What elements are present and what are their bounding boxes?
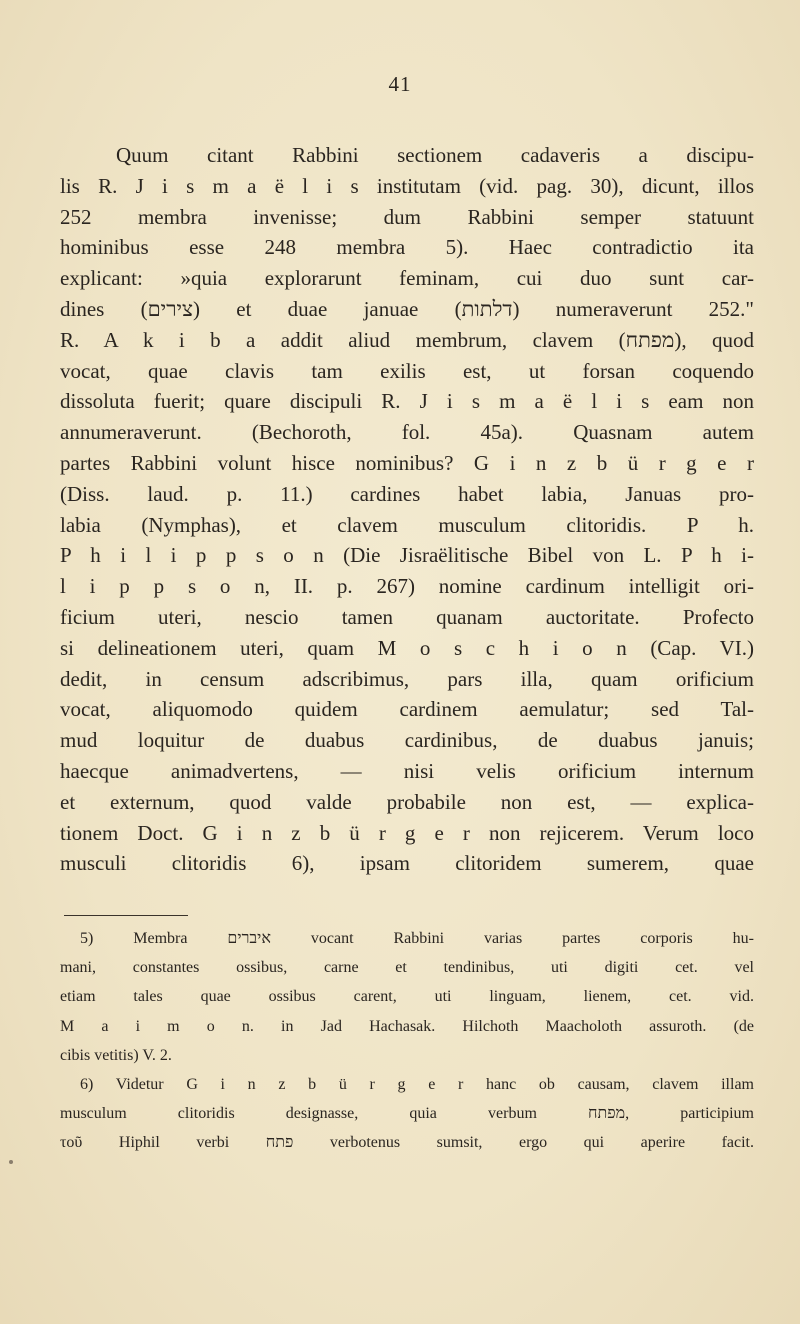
text-line: R. A k i b a addit aliud membrum, clavem (מפתח), quod bbox=[60, 327, 754, 352]
text-line: annumeraverunt. (Bechoroth, fol. 45a). Quasnam autem bbox=[60, 420, 754, 445]
text-line: vocat, quae clavis tam exilis est, ut forsan coquendo bbox=[60, 358, 754, 383]
footnote-line: 5) Membra איברים vocant Rabbini varias partes corporis hu- bbox=[80, 930, 754, 947]
text-line: tionem Doct. G i n z b ü r g e r non rejicerem. Verum loco bbox=[60, 820, 754, 845]
footnote-line: τοῦ Hiphil verbi פתח verbotenus sumsit, ergo qui aperire facit. bbox=[60, 1134, 755, 1152]
text-line: explicant: »quia explorarunt feminam, cui duo sunt car- bbox=[60, 266, 754, 291]
footnote-line: musculum clitoridis designasse, quia verbum מפתח, participium bbox=[60, 1105, 754, 1123]
footnote-divider bbox=[64, 915, 188, 916]
text-line: dissoluta fuerit; quare discipuli R. J i s m a ë l i s eam non bbox=[60, 389, 754, 414]
text-line: dines (צירים) et duae januae (דלתות) numeraverunt 252." bbox=[60, 296, 754, 321]
footnote-line: 6) Videtur G i n z b ü r g e r hanc ob causam, clavem illam bbox=[80, 1075, 754, 1093]
text-line: 252 membra invenisse; dum Rabbini semper statuunt bbox=[60, 204, 754, 229]
text-line: (Diss. laud. p. 11.) cardines habet labia, Januas pro- bbox=[60, 481, 754, 506]
text-line: musculi clitoridis 6), ipsam clitoridem sumerem, quae bbox=[60, 851, 754, 876]
page-number: 41 bbox=[388, 72, 412, 96]
footnote-line: cibis vetitis) V. 2. bbox=[60, 1046, 172, 1064]
text-line: partes Rabbini volunt hisce nominibus? G i n z b ü r g e r bbox=[60, 450, 754, 475]
text-line: mud loquitur de duabus cardinibus, de duabus januis; bbox=[60, 728, 754, 753]
text-line: l i p p s o n, II. p. 267) nomine cardinum intelligit ori- bbox=[60, 574, 754, 599]
footnote-line: etiam tales quae ossibus carent, uti linguam, lienem, cet. vid. bbox=[60, 988, 754, 1006]
text-line: et externum, quod valde probabile non est, — explica- bbox=[60, 789, 754, 814]
text-line: dedit, in censum adscribimus, pars illa, quam orificium bbox=[60, 666, 754, 691]
text-line: lis R. J i s m a ë l i s institutam (vid. pag. 30), dicunt, illos bbox=[60, 173, 754, 198]
text-line: si delineationem uteri, quam M o s c h i o n (Cap. VI.) bbox=[60, 635, 754, 660]
text-line: haecque animadvertens, — nisi velis orificium internum bbox=[60, 758, 754, 783]
text-line: labia (Nymphas), et clavem musculum clitoridis. P h. bbox=[60, 512, 754, 537]
text-line: vocat, aliquomodo quidem cardinem aemulatur; sed Tal- bbox=[60, 697, 754, 722]
footnote-line: mani, constantes ossibus, carne et tendinibus, uti digiti cet. vel bbox=[60, 959, 754, 977]
text-line: hominibus esse 248 membra 5). Haec contradictio ita bbox=[60, 235, 754, 260]
paper-speck bbox=[9, 1160, 13, 1164]
text-line: ficium uteri, nescio tamen quanam auctoritate. Profecto bbox=[60, 604, 754, 629]
footnotes bbox=[60, 924, 754, 1158]
text-line: Quum citant Rabbini sectionem cadaveris a discipu- bbox=[116, 143, 754, 167]
main-text bbox=[60, 140, 754, 879]
text-line: P h i l i p p s o n (Die Jisraëlitische Bibel von L. P h i- bbox=[60, 543, 754, 568]
footnote-line: M a i m o n. in Jad Hachasak. Hilchoth Maacholoth assuroth. (de bbox=[60, 1017, 754, 1035]
